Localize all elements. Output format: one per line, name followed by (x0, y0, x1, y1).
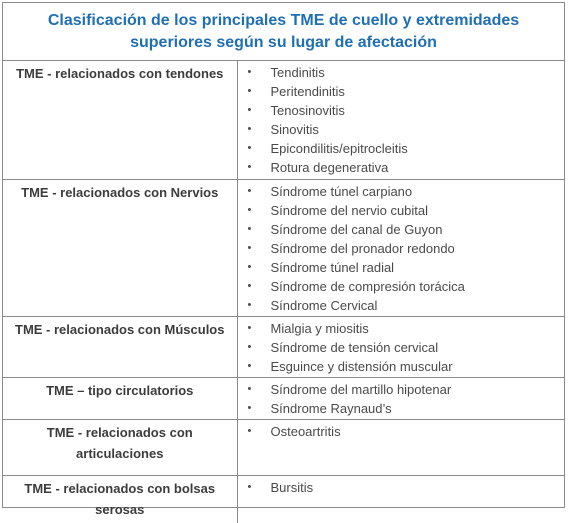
list-item-label: Epicondilitis/epitrocleitis (270, 141, 408, 156)
list-item-label: Sinovitis (270, 122, 319, 137)
list-item (239, 201, 564, 220)
items-list (239, 62, 564, 177)
list-item (239, 296, 564, 315)
bullet-icon: • (247, 222, 252, 235)
list-item (239, 338, 564, 357)
items-list (239, 421, 564, 441)
items-list (239, 318, 564, 376)
list-item (239, 158, 564, 177)
table-row (3, 419, 564, 475)
table-row (3, 475, 564, 523)
items-cell (237, 179, 564, 316)
items-list (239, 379, 564, 418)
list-item-label: Síndrome del nervio cubital (270, 202, 429, 218)
bullet-icon: • (247, 104, 252, 116)
bullet-icon: • (247, 480, 252, 493)
list-item (239, 319, 564, 338)
bullet-icon: • (247, 203, 252, 216)
list-item (239, 277, 564, 296)
table-row (3, 61, 564, 179)
list-item-label: Esguince y distensión muscular (270, 358, 453, 374)
bullet-icon: • (247, 66, 252, 78)
items-cell (237, 377, 564, 419)
bullet-icon: • (247, 340, 252, 353)
bullet-icon: • (247, 298, 252, 311)
bullet-icon: • (247, 401, 252, 414)
bullet-icon: • (247, 382, 252, 395)
classification-table (2, 2, 565, 517)
bullet-icon: • (247, 359, 252, 372)
list-item-label: Síndrome del martillo hipotenar (270, 381, 452, 397)
list-item-label: Síndrome de compresión torácica (270, 278, 465, 294)
bullet-icon: • (247, 184, 252, 197)
bullet-icon: • (247, 279, 252, 292)
category-cell: TME – tipo circulatorios (3, 377, 237, 419)
list-item-label: Mialgia y miositis (270, 320, 369, 336)
list-item-label: Osteoartritis (270, 423, 341, 439)
list-item (239, 380, 564, 399)
list-item-label: Síndrome Raynaud’s (270, 400, 392, 416)
list-item-label: Síndrome túnel radial (270, 259, 395, 275)
bullet-icon: • (247, 161, 252, 173)
list-item (239, 63, 564, 82)
table-title: Clasificación de los principales TME de cuello y extremidades superiores según su lugar de afectación (3, 3, 564, 61)
list-item (239, 120, 564, 139)
list-item-label: Síndrome túnel carpiano (270, 183, 413, 199)
items-cell (237, 419, 564, 475)
table-row (3, 377, 564, 419)
items-cell (237, 61, 564, 179)
list-item (239, 182, 564, 201)
category-cell: TME - relacionados con bolsas serosas (3, 475, 237, 523)
category-cell: TME - relacionados con Nervios (3, 179, 237, 316)
bullet-icon: • (247, 241, 252, 254)
list-item-label: Síndrome del canal de Guyon (270, 221, 443, 237)
table-row (3, 179, 564, 316)
list-item (239, 82, 564, 101)
items-cell (237, 316, 564, 377)
list-item-label: Síndrome de tensión cervical (270, 339, 439, 355)
list-item-label: Bursitis (270, 479, 314, 495)
items-cell (237, 475, 564, 523)
list-item (239, 258, 564, 277)
list-item-label: Tendinitis (270, 65, 325, 80)
list-item (239, 101, 564, 120)
bullet-icon: • (247, 260, 252, 273)
table-row (3, 316, 564, 377)
list-item-label: Síndrome del pronador redondo (270, 240, 455, 256)
bullet-icon: • (247, 321, 252, 334)
category-cell: TME - relacionados con Músculos (3, 316, 237, 377)
items-list (239, 477, 564, 497)
list-item (239, 357, 564, 376)
table-body (3, 61, 564, 523)
list-item-label: Síndrome Cervical (270, 297, 378, 313)
list-item-label: Rotura degenerativa (270, 160, 389, 175)
list-item (239, 422, 564, 441)
bullet-icon: • (247, 123, 252, 135)
list-item (239, 478, 564, 497)
list-item (239, 220, 564, 239)
category-cell: TME - relacionados con tendones (3, 61, 237, 179)
list-item-label: Tenosinovitis (270, 103, 345, 118)
list-item (239, 139, 564, 158)
list-item (239, 239, 564, 258)
list-item-label: Peritendinitis (270, 84, 345, 99)
list-item (239, 399, 564, 418)
bullet-icon: • (247, 424, 252, 437)
category-cell: TME - relacionados con articulaciones (3, 419, 237, 475)
bullet-icon: • (247, 85, 252, 97)
bullet-icon: • (247, 142, 252, 154)
items-list (239, 181, 564, 315)
